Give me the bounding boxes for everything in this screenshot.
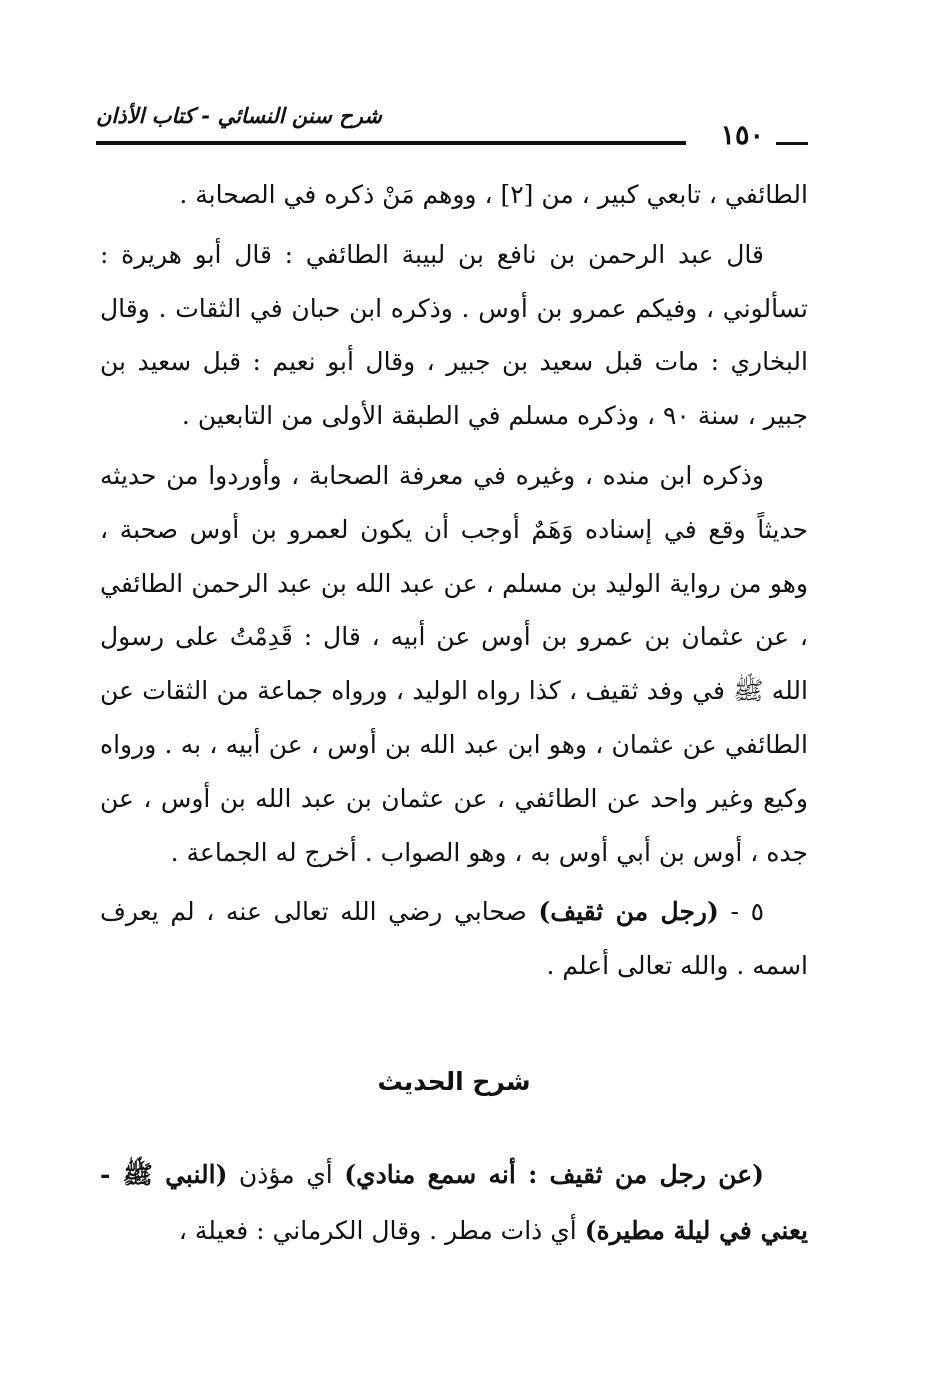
quoted-text-1: (عن رجل من ثقيف : أنه سمع منادي) <box>344 1160 764 1189</box>
page-number-dash <box>776 142 808 145</box>
page-header <box>96 100 808 160</box>
main-text <box>100 168 808 993</box>
entry-number: ٥ - <box>718 897 764 927</box>
entry-text: صحابي رضي الله تعالى عنه ، لم يعرف اسمه . والله تعالى أعلم . <box>100 897 808 981</box>
commentary-paragraph <box>100 1147 808 1259</box>
paragraph-4 <box>100 885 808 993</box>
page-number-block <box>698 120 808 160</box>
section-heading: شرح الحديث <box>377 1067 531 1096</box>
running-title: شرح سنن النسائي - كتاب الأذان <box>96 104 382 128</box>
commentary-text-2: أي ذات مطر . وقال الكرماني : فعيلة ، <box>178 1216 585 1245</box>
paragraph-2: قال عبد الرحمن بن نافع بن لبيبة الطائفي : قال أبو هريرة : تسألوني ، وفيكم عمرو بن أوس . وذكره ابن حبان في الثقات . وقال البخاري : مات قبل سعيد بن جبير ، وقال أبو نعيم : قبل سعيد بن جبير ، سنة ٩٠ ، وذكره مسلم في الطبقة الأولى من التابعين . <box>100 239 808 431</box>
commentary-text-1: أي مؤذن <box>227 1160 345 1189</box>
page-number: ١٥٠ <box>720 120 764 151</box>
paragraph-3: وذكره ابن منده ، وغيره في معرفة الصحابة ، وأوردوا من حديثه حديثاً وقع في إسناده وَهَمٌ أوجب أن يكون لعمرو بن أوس صحبة ، وهو من رواية الوليد بن مسلم ، عن عبد الله بن عبد الرحمن الطائفي ، عن عثمان بن عمرو بن أوس عن أبيه ، قال : قَدِمْتُ على رسول الله ﷺ في وفد ثقيف ، كذا رواه الوليد ، ورواه جماعة من الثقات عن الطائفي عن عثمان ، وهو ابن عبد الله بن أوس ، عن أبيه ، به . ورواه وكيع وغير واحد عن الطائفي ، عن عثمان بن عبد الله بن أوس ، عن جده ، أوس بن أبي أوس به ، وهو الصواب . أخرج له الجماعة . <box>100 460 809 867</box>
paragraph-1: الطائفي ، تابعي كبير ، من [٢] ، ووهم مَنْ ذكره في الصحابة . <box>179 180 808 209</box>
quoted-text-2: (النبي ﷺ - يعني في ليلة مطيرة) <box>100 1160 808 1245</box>
header-rule <box>96 141 686 145</box>
entry-name: (رجل من ثقيف) <box>538 897 719 927</box>
